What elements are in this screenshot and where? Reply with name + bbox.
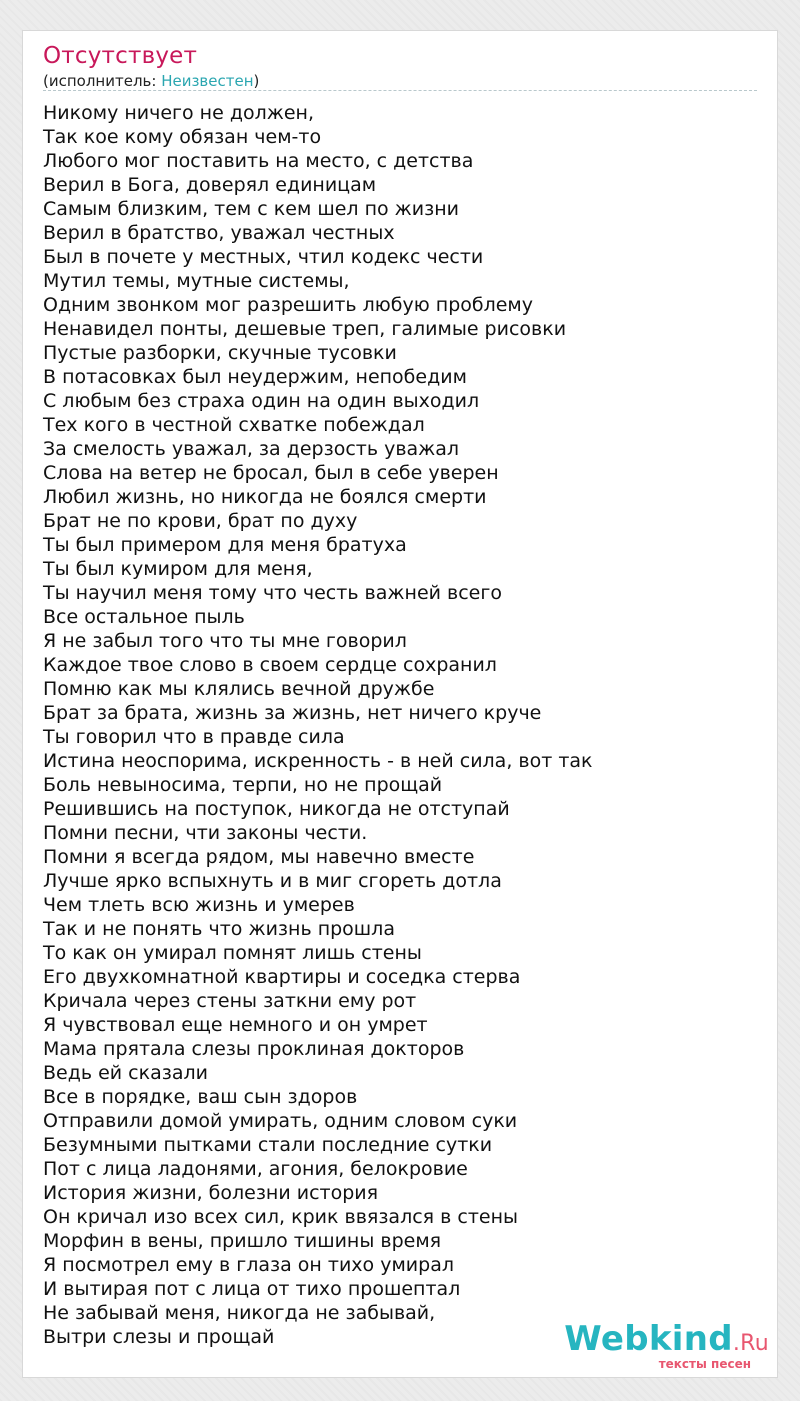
lyrics-line: Я не забыл того что ты мне говорил [43, 630, 407, 652]
lyrics-line: Одним звонком мог разрешить любую проблему [43, 294, 534, 316]
lyrics-line: С любым без страха один на один выходил [43, 390, 480, 412]
lyrics-line: Верил в Бога, доверял единицам [43, 174, 377, 196]
lyrics-line: Пот с лица ладонями, агония, белокровие [43, 1158, 468, 1180]
lyrics-line: Слова на ветер не бросал, был в себе уверен [43, 462, 499, 484]
lyrics-line: Вытри слезы и прощай [43, 1326, 275, 1348]
lyrics-line: Брат не по крови, брат по духу [43, 510, 358, 532]
lyrics-line: Ты научил меня тому что честь важней всего [43, 582, 502, 604]
lyrics-line: Истина неоспорима, искренность - в ней сила, вот так [43, 750, 593, 772]
lyrics-line: И вытирая пот с лица от тихо прошептал [43, 1278, 461, 1300]
lyrics-line: Брат за брата, жизнь за жизнь, нет ничего круче [43, 702, 542, 724]
logo-tld: .Ru [732, 1331, 769, 1356]
lyrics-line: Самым близким, тем с кем шел по жизни [43, 198, 460, 220]
lyrics-line: За смелость уважал, за дерзость уважал [43, 438, 460, 460]
lyrics-line: Так и не понять что жизнь прошла [43, 918, 395, 940]
lyrics-line: Мутил темы, мутные системы, [43, 270, 350, 292]
lyrics-line: Любил жизнь, но никогда не боялся смерти [43, 486, 487, 508]
artist-link[interactable]: Неизвестен [161, 72, 254, 90]
lyrics-line: Каждое твое слово в своем сердце сохранил [43, 654, 497, 676]
lyrics-line: Безумными пытками стали последние сутки [43, 1134, 493, 1156]
lyrics-line: Был в почете у местных, чтил кодекс чести [43, 246, 484, 268]
lyrics-card [22, 30, 778, 1378]
lyrics-line: Решившись на поступок, никогда не отступай [43, 798, 510, 820]
header-divider [43, 90, 757, 91]
lyrics-line: Не забывай меня, никогда не забывай, [43, 1302, 436, 1324]
artist-line [43, 72, 259, 90]
lyrics-line: Так кое кому обязан чем-то [43, 126, 322, 148]
lyrics-line: Никому ничего не должен, [43, 102, 315, 124]
lyrics-line: Я чувствовал еще немного и он умрет [43, 1014, 428, 1036]
lyrics-line: Помни я всегда рядом, мы навечно вместе [43, 846, 475, 868]
lyrics-line: Морфин в вены, пришло тишины время [43, 1230, 442, 1252]
lyrics-line: Чем тлеть всю жизнь и умерев [43, 894, 355, 916]
lyrics-line: Помню как мы клялись вечной дружбе [43, 678, 435, 700]
lyrics-list [43, 101, 593, 1349]
lyrics-line: Лучше ярко вспыхнуть и в миг сгореть дотла [43, 870, 502, 892]
lyrics-line: Все в порядке, ваш сын здоров [43, 1086, 358, 1108]
lyrics-line: Он кричал изо всех сил, крик ввязался в стены [43, 1206, 518, 1228]
lyrics-line: Ты был примером для меня братуха [43, 534, 407, 556]
lyrics-line: То как он умирал помнят лишь стены [43, 942, 422, 964]
lyrics-line: Ты был кумиром для меня, [43, 558, 313, 580]
lyrics-line: Любого мог поставить на место, с детства [43, 150, 474, 172]
lyrics-line: Мама прятала слезы проклиная докторов [43, 1038, 465, 1060]
artist-prefix: (исполнитель: [43, 72, 162, 90]
lyrics-line: История жизни, болезни история [43, 1182, 379, 1204]
lyrics-line: Ты говорил что в правде сила [43, 726, 345, 748]
lyrics-line: Ведь ей сказали [43, 1062, 208, 1084]
lyrics-line: Я посмотрел ему в глаза он тихо умирал [43, 1254, 454, 1276]
lyrics-line: Все остальное пыль [43, 606, 245, 628]
logo-main-text: Webkind [564, 1319, 733, 1359]
logo-tagline: тексты песен [658, 1357, 751, 1371]
lyrics-line: Отправили домой умирать, одним словом суки [43, 1110, 518, 1132]
lyrics-line: В потасовках был неудержим, непобедим [43, 366, 467, 388]
lyrics-line: Верил в братство, уважал честных [43, 222, 395, 244]
lyrics-line: Боль невыносима, терпи, но не прощай [43, 774, 443, 796]
lyrics-line: Пустые разборки, скучные тусовки [43, 342, 397, 364]
lyrics-line: Его двухкомнатной квартиры и соседка стерва [43, 966, 521, 988]
lyrics-line: Помни песни, чти законы чести. [43, 822, 368, 844]
song-title: Отсутствует [43, 43, 198, 69]
lyrics-line: Ненавидел понты, дешевые треп, галимые рисовки [43, 318, 567, 340]
lyrics-line: Тех кого в честной схватке побеждал [43, 414, 425, 436]
artist-suffix: ) [253, 72, 260, 90]
site-logo[interactable] [564, 1319, 769, 1371]
lyrics-line: Кричала через стены заткни ему рот [43, 990, 417, 1012]
